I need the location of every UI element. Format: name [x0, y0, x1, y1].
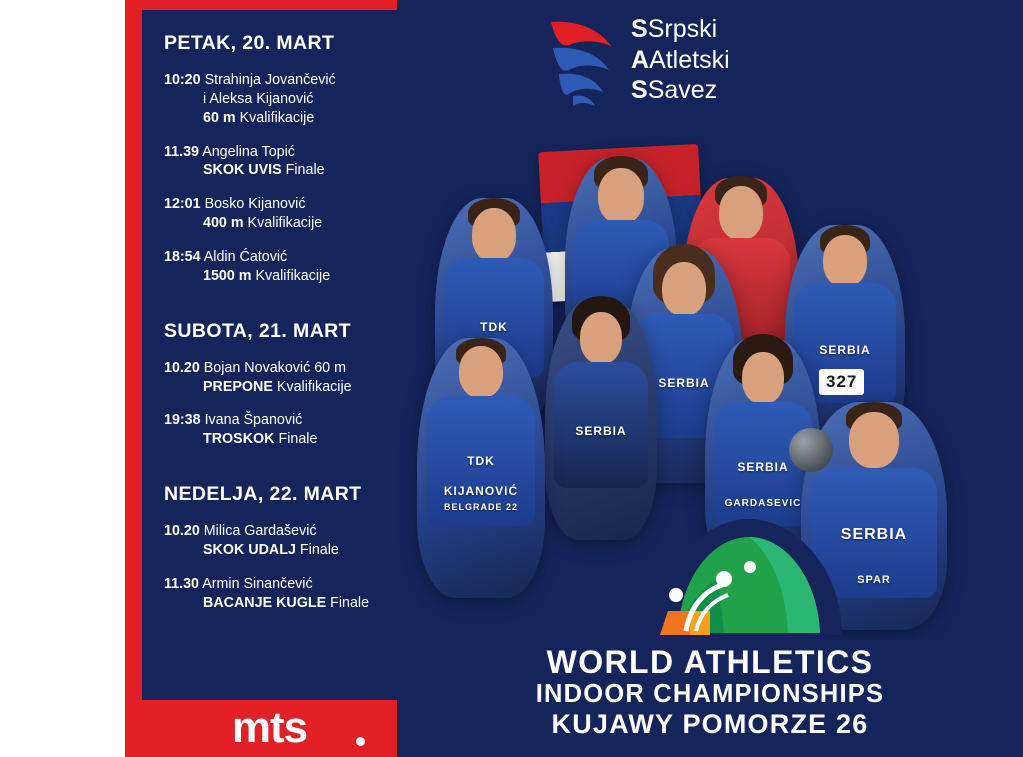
event-item [164, 143, 381, 181]
athlete-kit-label: SERBIA [819, 343, 871, 357]
event-athlete: Angelina Topić [202, 143, 295, 160]
event-time: 12:01 [164, 196, 201, 213]
championship-title [397, 645, 1023, 740]
event-time: 10.20 [164, 523, 200, 540]
athlete-bib-number: 327 [819, 369, 864, 395]
event-item [164, 248, 381, 286]
federation-mark-icon [543, 12, 617, 108]
event-round: Finale [330, 594, 370, 611]
event-athlete: Ivana Španović [204, 412, 303, 429]
event-round: Kvalifikacije [276, 378, 352, 395]
mts-logo [231, 703, 308, 752]
event-discipline: 60 m [203, 109, 236, 126]
schedule-panel [142, 10, 397, 700]
athlete-name-label: GARDASEVIC [724, 498, 802, 509]
federation-line3: SSavez [631, 76, 718, 105]
event-item [164, 575, 381, 613]
event-discipline: 1500 m [203, 267, 252, 284]
event-time: 10:20 [164, 72, 201, 88]
event-discipline: SKOK UDALJ [203, 542, 296, 559]
federation-name [631, 14, 730, 106]
athlete-kit-label: TDK [480, 320, 508, 334]
athlete-kit-label: SERBIA [575, 424, 627, 438]
athlete-name-label: KIJANOVIĆ [443, 484, 519, 498]
event-discipline: 400 m [203, 215, 244, 232]
day-heading-saturday: SUBOTA, 21. MART [164, 319, 351, 342]
mts-logo-dot [356, 737, 365, 746]
event-round: Finale [278, 431, 318, 448]
event-item [164, 359, 381, 397]
event-discipline: SKOK UVIS [203, 162, 282, 179]
event-item [164, 71, 381, 128]
event-athlete: Bojan Novaković 60 m [203, 359, 347, 376]
event-item [164, 522, 381, 560]
athlete-kit-label: SERBIA [737, 460, 789, 474]
event-athlete-second: i Aleksa Kijanović [203, 90, 314, 107]
federation-line1: SSrpski [631, 15, 718, 44]
day-heading-sunday: NEDELJA, 22. MART [164, 483, 362, 506]
event-round: Kvalifikacije [247, 215, 323, 232]
title-line-3: KUJAWY POMORZE 26 [551, 708, 869, 739]
federation-line2: AAtletski [631, 45, 730, 74]
championship-emblem-icon [638, 503, 860, 643]
athlete-sponsor-label: SPAR [857, 574, 891, 586]
event-round: Finale [285, 162, 325, 179]
event-athlete: Aldin Ćatović [203, 249, 288, 266]
event-time: 19:38 [164, 412, 201, 429]
athlete-kit-label: SERBIA [658, 376, 710, 390]
poster-canvas [125, 0, 1023, 757]
event-time: 18:54 [164, 249, 201, 266]
event-athlete: Bosko Kijanović [204, 196, 306, 213]
event-item [164, 411, 381, 449]
event-time: 11.30 [164, 575, 199, 592]
athlete-photo [417, 338, 545, 598]
event-time: 11.39 [164, 143, 199, 160]
athlete-meet-label: BELGRADE 22 [443, 502, 519, 512]
event-discipline: PREPONE [203, 378, 273, 395]
event-round: Kvalifikacije [239, 109, 315, 126]
event-discipline: BACANJE KUGLE [203, 594, 327, 611]
title-line-2: INDOOR CHAMPIONSHIPS [535, 679, 885, 708]
title-line-1: WORLD ATHLETICS [546, 644, 874, 680]
event-athlete: Strahinja Jovančević [204, 72, 336, 88]
event-athlete: Milica Gardašević [203, 523, 317, 540]
event-discipline: TROSKOK [203, 431, 275, 448]
mts-logo-text: mts [231, 703, 308, 752]
event-athlete: Armin Sinančević [202, 575, 313, 592]
day-heading-friday: PETAK, 20. MART [164, 32, 335, 54]
event-round: Kvalifikacije [255, 267, 331, 284]
event-round: Finale [299, 542, 339, 559]
shot-put-ball [789, 428, 833, 472]
athlete-kit-label: TDK [467, 454, 495, 468]
sponsor-logo-area [142, 700, 397, 757]
event-time: 10.20 [164, 359, 200, 376]
federation-logo [543, 12, 730, 108]
athlete-kit-label: SERBIA [840, 526, 908, 543]
event-item [164, 195, 381, 233]
